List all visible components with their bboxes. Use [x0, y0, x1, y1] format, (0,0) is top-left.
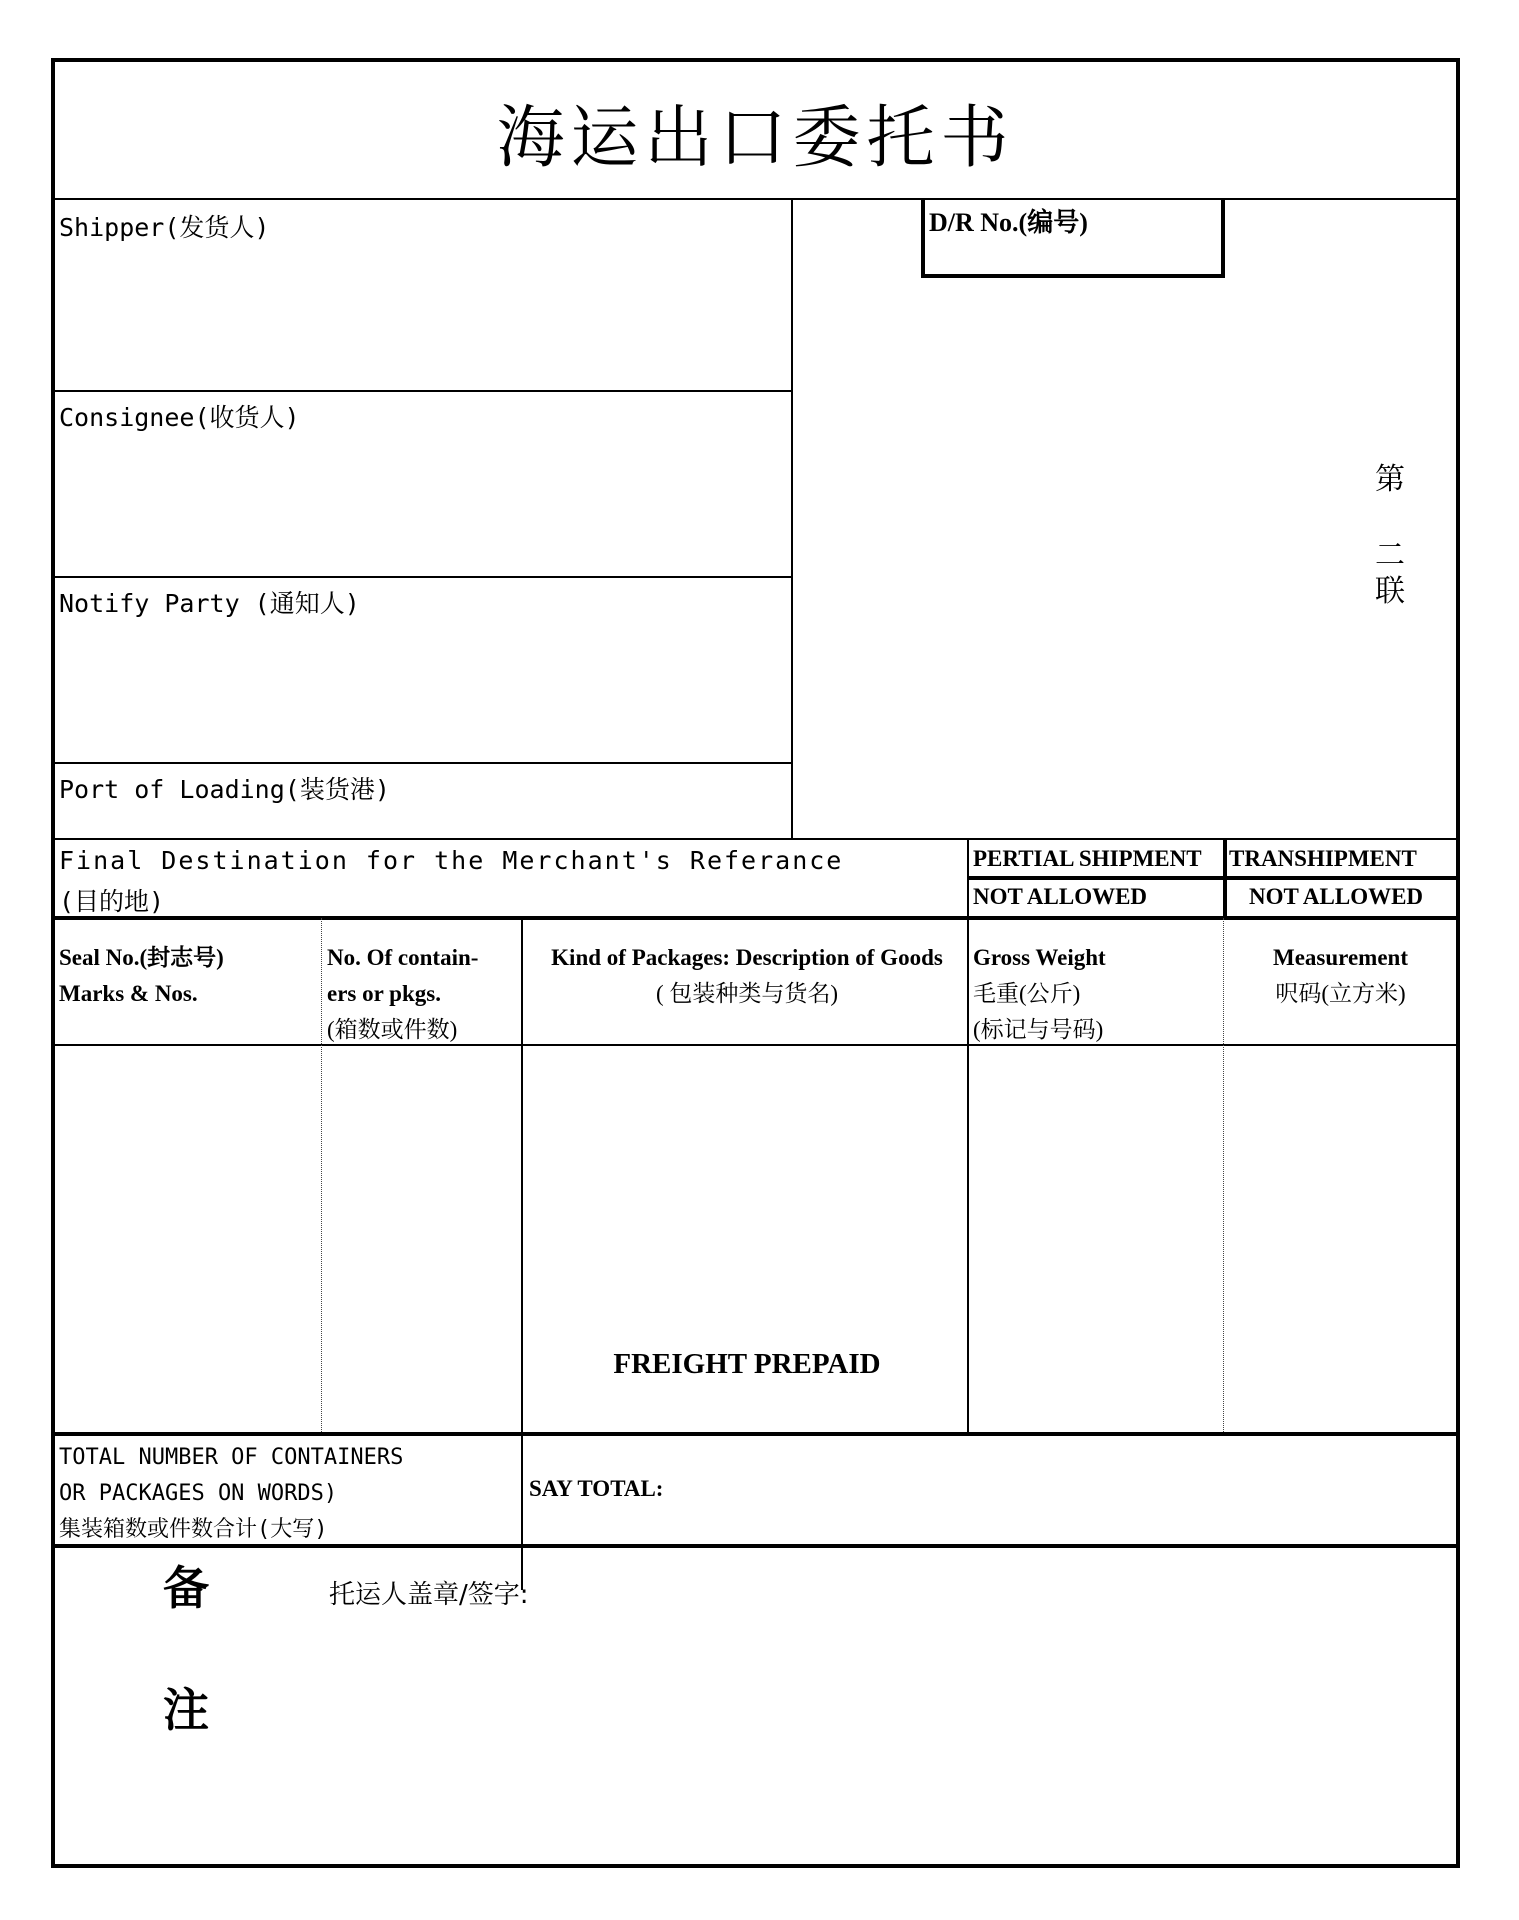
divider [967, 918, 969, 1434]
copy-label-2: 二 [1375, 538, 1405, 573]
notify-party-label: Notify Party (通知人) [59, 589, 360, 618]
gross-weight-column-header: Gross Weight 毛重(公斤) (标记与号码) [973, 945, 1106, 1042]
divider [967, 876, 1456, 880]
final-destination-label: Final Destination for the Merchant's Referance [59, 846, 844, 875]
divider [55, 390, 792, 392]
shipping-order-form [51, 58, 1460, 1868]
port-of-loading-label: Port of Loading(装货港) [59, 775, 390, 804]
divider [55, 576, 792, 578]
remarks-char-1: 备 [163, 1561, 209, 1615]
freight-prepaid: FREIGHT PREPAID [613, 1348, 881, 1380]
final-destination-sub: (目的地) [59, 887, 165, 916]
dr-no-box [921, 198, 1225, 278]
total-containers-label: TOTAL NUMBER OF CONTAINERS OR PACKAGES ON WORDS) 集装箱数或件数合计(大写) [59, 1445, 404, 1542]
transhipment-label: TRANSHIPMENT [1229, 846, 1417, 871]
divider [791, 198, 793, 838]
divider [55, 1044, 1456, 1046]
divider [55, 198, 1456, 200]
partial-shipment-value: NOT ALLOWED [973, 884, 1148, 909]
divider [55, 916, 1456, 920]
divider [55, 762, 792, 764]
copy-label-1: 第 [1375, 462, 1405, 497]
transhipment-value: NOT ALLOWED [1249, 884, 1424, 909]
partial-shipment-label: PERTIAL SHIPMENT [973, 846, 1202, 871]
divider [55, 1544, 1456, 1548]
shipper-label: Shipper(发货人) [59, 213, 270, 242]
consignee-label: Consignee(收货人) [59, 403, 300, 432]
packages-column-header: No. Of contain- ers or pkgs. (箱数或件数) [327, 945, 479, 1042]
marks-column-header: Seal No.(封志号) Marks & Nos. [59, 945, 224, 1006]
divider [55, 1432, 1456, 1436]
dr-no-label: D/R No.(编号) [929, 208, 1088, 237]
shipper-signature-label: 托运人盖章/签字: [329, 1580, 529, 1610]
divider [521, 918, 523, 1590]
say-total-label: SAY TOTAL: [529, 1476, 664, 1501]
divider [55, 838, 1456, 840]
description-column-header: Kind of Packages: Description of Goods ( 包装种类与货名) [551, 945, 943, 1006]
remarks-char-2: 注 [163, 1683, 209, 1737]
copy-label-3: 联 [1375, 574, 1405, 609]
divider [321, 918, 322, 1434]
measurement-column-header: Measurement 呎码(立方米) [1273, 945, 1408, 1006]
divider [1223, 918, 1224, 1434]
form-title: 海运出口委托书 [496, 99, 1015, 178]
